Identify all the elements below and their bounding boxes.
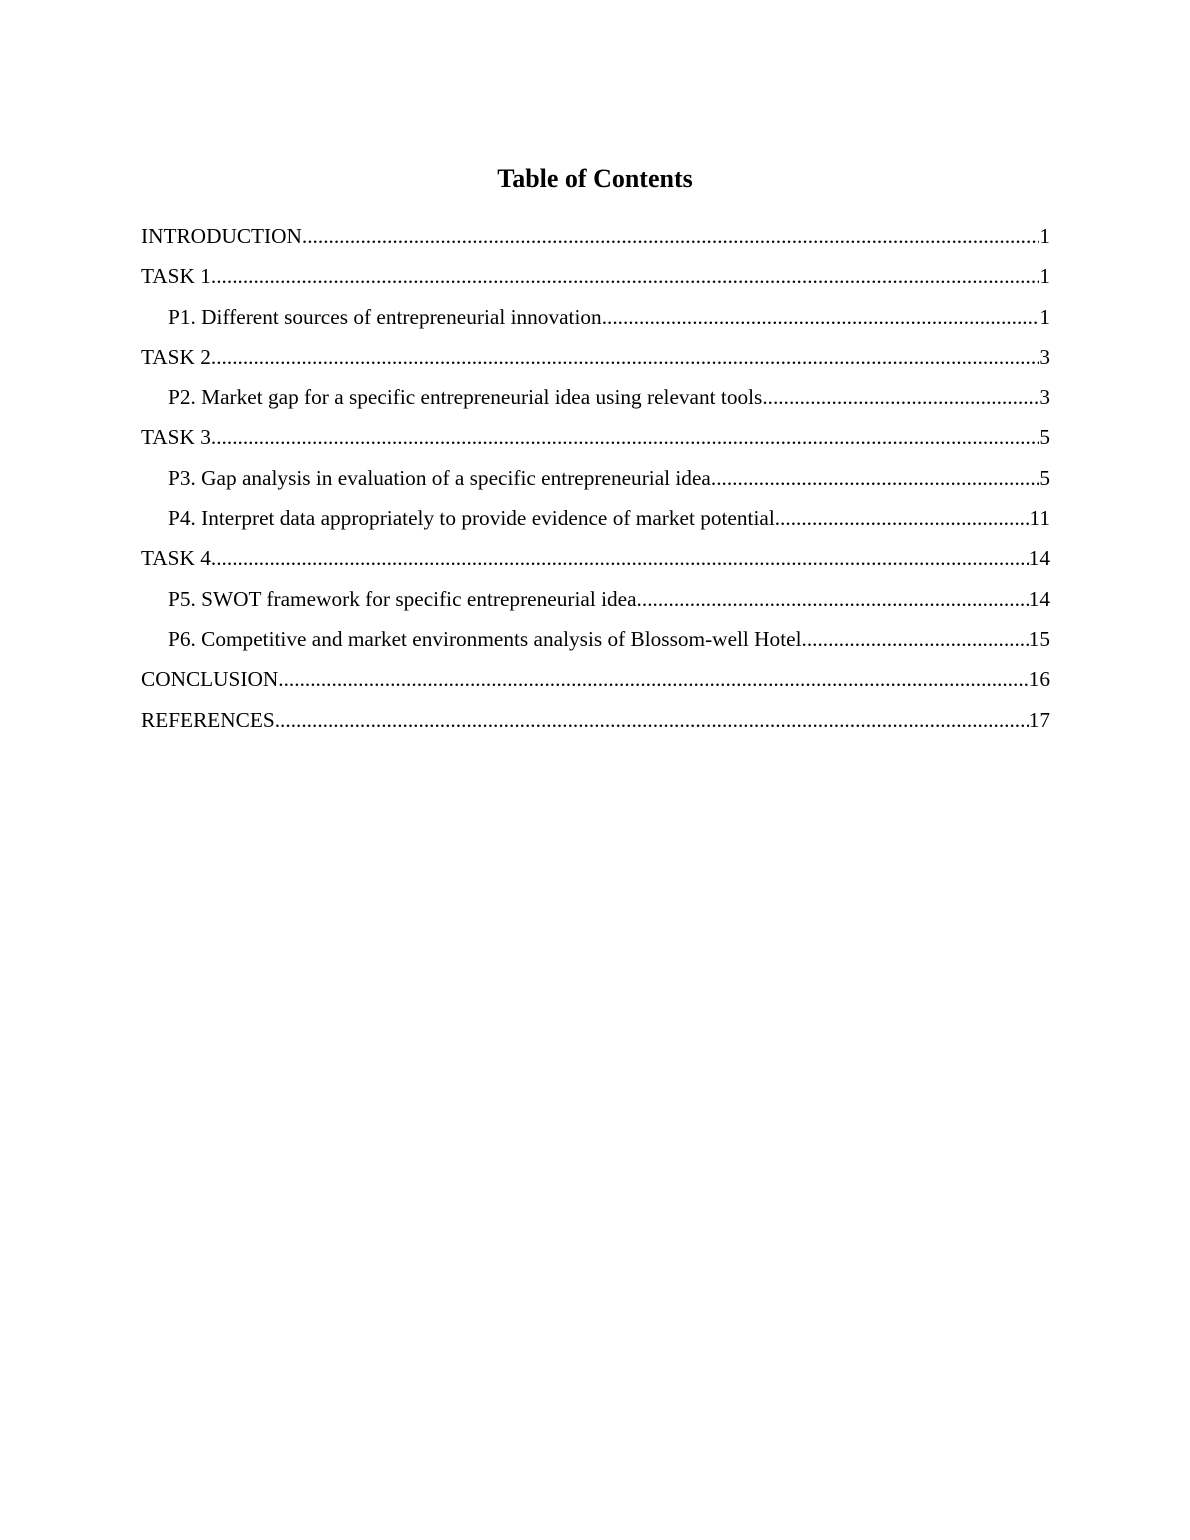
toc-page-number: 1 bbox=[1039, 304, 1050, 329]
toc-entry-text: TASK 4 bbox=[141, 546, 211, 571]
toc-page-number: 16 bbox=[1028, 667, 1050, 692]
toc-entry-conclusion[interactable] bbox=[141, 663, 1050, 703]
toc-dot-leader bbox=[211, 260, 1039, 292]
toc-dot-leader bbox=[275, 704, 1029, 736]
toc-page-number: 11 bbox=[1029, 506, 1050, 531]
toc-page-number: 1 bbox=[1039, 264, 1050, 289]
toc-dot-leader bbox=[762, 381, 1039, 413]
toc-entry-text: TASK 2 bbox=[141, 344, 211, 369]
toc-entry-text: P4. Interpret data appropriately to provide evidence of market potential bbox=[168, 506, 775, 531]
toc-entry-text: P6. Competitive and market environments analysis of Blossom-well Hotel bbox=[168, 626, 802, 651]
toc-title: Table of Contents bbox=[497, 164, 693, 193]
toc-entry-p4[interactable] bbox=[141, 502, 1050, 542]
toc-dot-leader bbox=[775, 502, 1030, 534]
toc-entry-text: P5. SWOT framework for specific entrepreneurial idea bbox=[168, 586, 637, 611]
toc-page-number: 5 bbox=[1039, 465, 1050, 490]
toc-entry-text: REFERENCES bbox=[141, 707, 275, 732]
toc-entry-task-4[interactable] bbox=[141, 542, 1050, 582]
toc-dot-leader bbox=[211, 542, 1029, 574]
toc-entry-introduction[interactable] bbox=[141, 220, 1050, 260]
toc-page-number: 14 bbox=[1028, 586, 1050, 611]
toc-dot-leader bbox=[637, 583, 1029, 615]
toc-entry-p2[interactable] bbox=[141, 381, 1050, 421]
toc-dot-leader bbox=[802, 623, 1029, 655]
toc-page-number: 1 bbox=[1039, 224, 1050, 248]
toc-page-number: 15 bbox=[1028, 626, 1050, 651]
toc-entry-p3[interactable] bbox=[141, 462, 1050, 502]
toc-entry-references[interactable] bbox=[141, 704, 1050, 744]
toc-entry-task-1[interactable] bbox=[141, 260, 1050, 300]
toc-list bbox=[141, 220, 1050, 744]
toc-dot-leader bbox=[278, 663, 1028, 695]
toc-dot-leader bbox=[302, 220, 1039, 252]
toc-entry-p6[interactable] bbox=[141, 623, 1050, 663]
toc-page-number: 3 bbox=[1039, 385, 1050, 410]
toc-entry-text: TASK 1 bbox=[141, 264, 211, 289]
toc-entry-text: TASK 3 bbox=[141, 425, 211, 450]
toc-dot-leader bbox=[211, 341, 1039, 373]
toc-entry-text: P1. Different sources of entrepreneurial innovation bbox=[168, 304, 602, 329]
toc-entry-p5[interactable] bbox=[141, 583, 1050, 623]
toc-page-number: 17 bbox=[1028, 707, 1050, 732]
toc-entry-task-2[interactable] bbox=[141, 341, 1050, 381]
toc-entry-text: INTRODUCTION bbox=[141, 224, 302, 248]
toc-dot-leader bbox=[711, 462, 1039, 494]
toc-page-number: 14 bbox=[1028, 546, 1050, 571]
toc-page-number: 3 bbox=[1039, 344, 1050, 369]
toc-entry-task-3[interactable] bbox=[141, 421, 1050, 461]
toc-dot-leader bbox=[211, 421, 1039, 453]
toc-page-number: 5 bbox=[1039, 425, 1050, 450]
toc-entry-text: CONCLUSION bbox=[141, 667, 279, 692]
toc-entry-text: P3. Gap analysis in evaluation of a specific entrepreneurial idea bbox=[168, 465, 711, 490]
toc-dot-leader bbox=[602, 301, 1040, 333]
toc-entry-p1[interactable] bbox=[141, 301, 1050, 341]
toc-entry-text: P2. Market gap for a specific entrepreneurial idea using relevant tools bbox=[168, 385, 763, 410]
